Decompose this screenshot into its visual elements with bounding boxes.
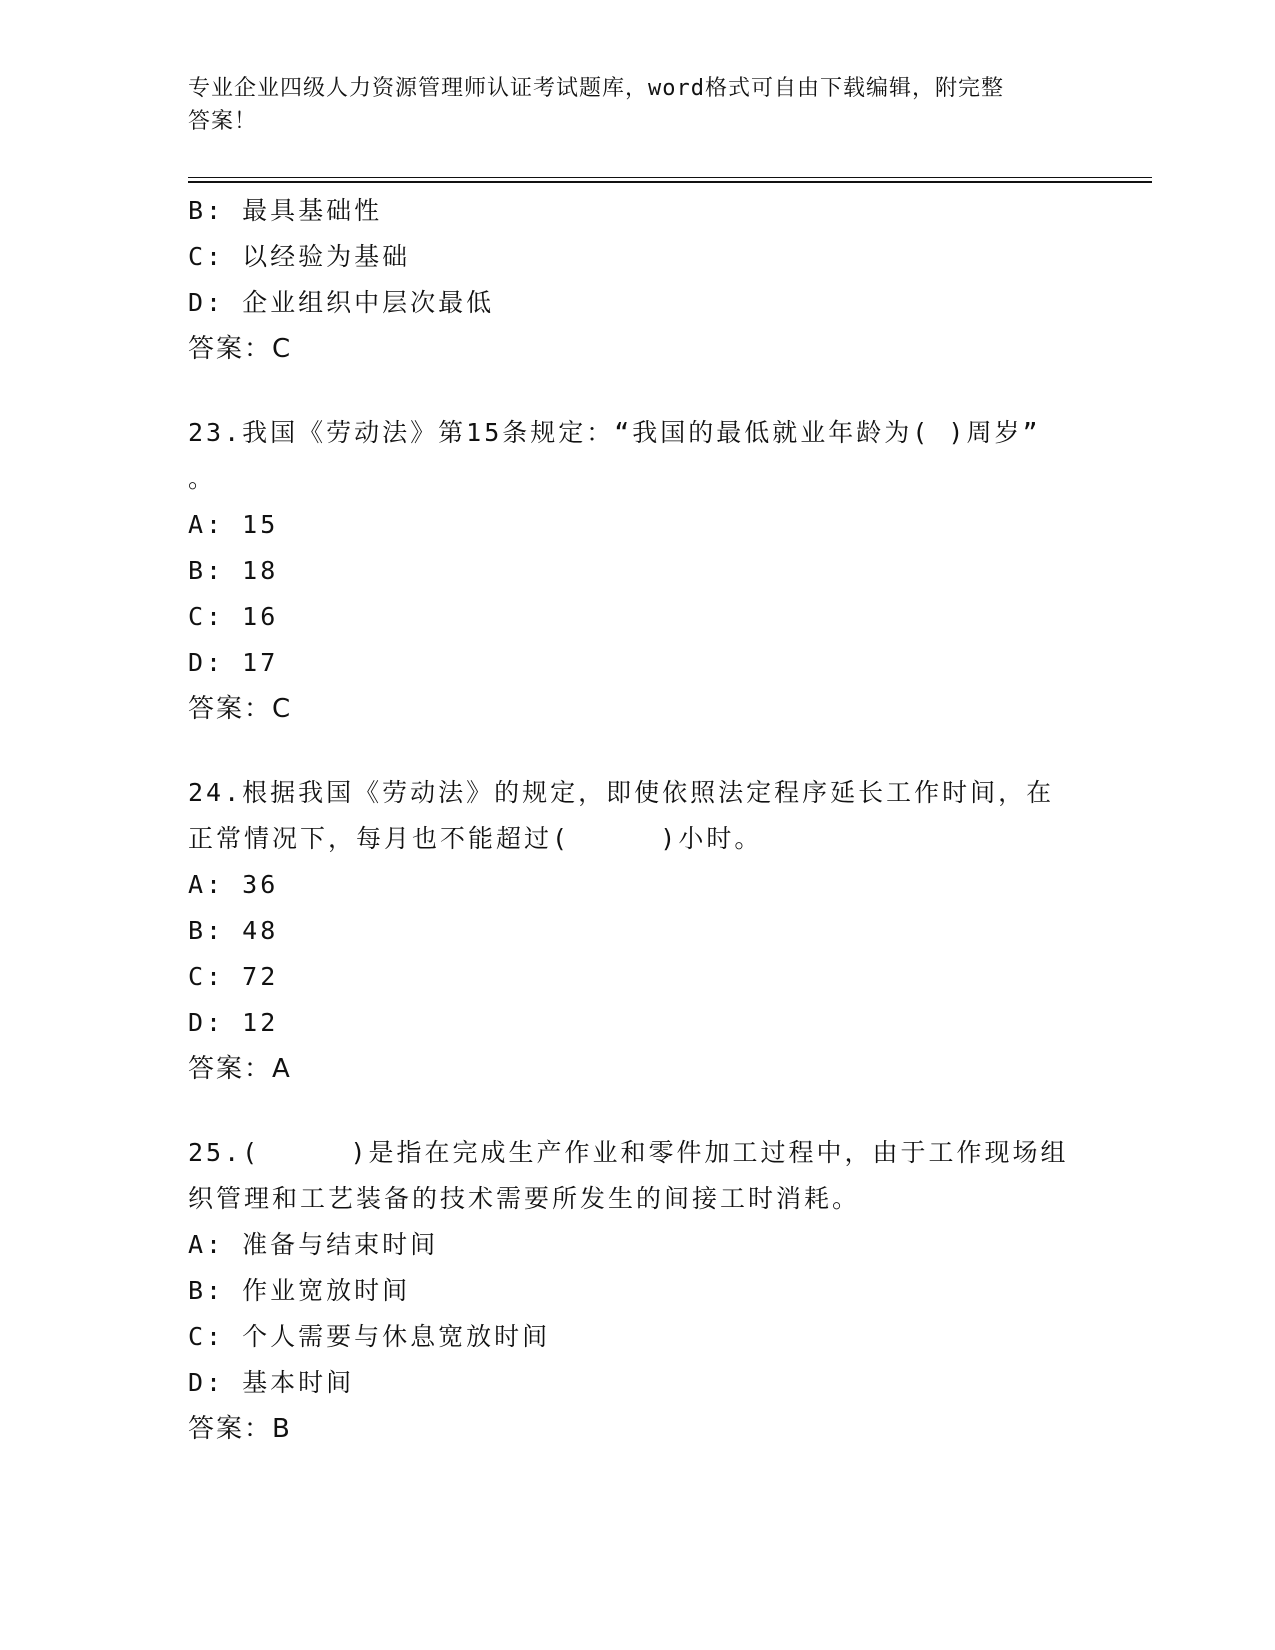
option-text: 17 bbox=[242, 648, 279, 677]
question-23 bbox=[188, 410, 1088, 732]
option-text: 36 bbox=[242, 870, 279, 899]
question-22-continuation bbox=[188, 188, 1088, 372]
question-stem-line-1: 25.( )是指在完成生产作业和零件加工过程中，由于工作现场组 bbox=[188, 1138, 1069, 1167]
option-text: 12 bbox=[242, 1008, 279, 1037]
option-label: B: bbox=[188, 916, 225, 945]
option-text: 作业宽放时间 bbox=[242, 1276, 411, 1305]
option-text: 48 bbox=[242, 916, 279, 945]
question-stem-line-2: 织管理和工艺装备的技术需要所发生的间接工时消耗。 bbox=[188, 1184, 861, 1213]
document-header bbox=[188, 72, 1068, 138]
option-label: A: bbox=[188, 1230, 225, 1259]
option-label: A: bbox=[188, 870, 225, 899]
option-label: B: bbox=[188, 556, 225, 585]
option-text: 企业组织中层次最低 bbox=[242, 288, 495, 317]
header-divider-thick bbox=[188, 181, 1152, 183]
option-label: C: bbox=[188, 962, 225, 991]
option-text: 18 bbox=[242, 556, 279, 585]
option-label: A: bbox=[188, 510, 225, 539]
option-label: C: bbox=[188, 602, 225, 631]
option-label: D: bbox=[188, 1368, 225, 1397]
option-a bbox=[188, 1222, 1088, 1268]
option-a bbox=[188, 862, 1088, 908]
option-d bbox=[188, 280, 1088, 326]
option-label: D: bbox=[188, 288, 225, 317]
question-25 bbox=[188, 1130, 1088, 1452]
option-d bbox=[188, 1360, 1088, 1406]
option-label: D: bbox=[188, 1008, 225, 1037]
question-stem-line-2: 。 bbox=[188, 464, 217, 493]
question-list bbox=[188, 188, 1088, 1452]
option-text: 个人需要与休息宽放时间 bbox=[242, 1322, 551, 1351]
option-b bbox=[188, 548, 1088, 594]
option-text: 15 bbox=[242, 510, 279, 539]
option-label: B: bbox=[188, 1276, 225, 1305]
option-text: 以经验为基础 bbox=[242, 242, 411, 271]
option-text: 72 bbox=[242, 962, 279, 991]
option-label: C: bbox=[188, 242, 225, 271]
option-text: 最具基础性 bbox=[242, 196, 383, 225]
header-line-2: 答案！ bbox=[188, 109, 258, 134]
option-a bbox=[188, 502, 1088, 548]
answer-line: 答案：C bbox=[188, 334, 293, 364]
option-b bbox=[188, 188, 1088, 234]
option-c bbox=[188, 954, 1088, 1000]
question-stem bbox=[188, 410, 1088, 502]
answer-line: 答案：C bbox=[188, 694, 293, 724]
option-c bbox=[188, 234, 1088, 280]
option-b bbox=[188, 1268, 1088, 1314]
option-d bbox=[188, 1000, 1088, 1046]
header-line-1: 专业企业四级人力资源管理师认证考试题库，word格式可自由下载编辑，附完整 bbox=[188, 76, 1004, 101]
option-c bbox=[188, 1314, 1088, 1360]
option-label: C: bbox=[188, 1322, 225, 1351]
answer-line: 答案：A bbox=[188, 1054, 292, 1084]
question-stem-line-1: 24.根据我国《劳动法》的规定，即使依照法定程序延长工作时间，在 bbox=[188, 778, 1055, 807]
option-c bbox=[188, 594, 1088, 640]
answer-line: 答案：B bbox=[188, 1414, 292, 1444]
option-text: 基本时间 bbox=[242, 1368, 355, 1397]
question-stem-line-1: 23.我国《劳动法》第15条规定：“我国的最低就业年龄为( )周岁” bbox=[188, 418, 1041, 447]
option-d bbox=[188, 640, 1088, 686]
question-24 bbox=[188, 770, 1088, 1092]
option-b bbox=[188, 908, 1088, 954]
question-stem bbox=[188, 770, 1088, 862]
option-text: 准备与结束时间 bbox=[242, 1230, 439, 1259]
header-divider-thin bbox=[188, 177, 1152, 178]
option-label: B: bbox=[188, 196, 225, 225]
question-stem bbox=[188, 1130, 1088, 1222]
option-text: 16 bbox=[242, 602, 279, 631]
question-stem-line-2: 正常情况下，每月也不能超过( )小时。 bbox=[188, 824, 763, 853]
option-label: D: bbox=[188, 648, 225, 677]
